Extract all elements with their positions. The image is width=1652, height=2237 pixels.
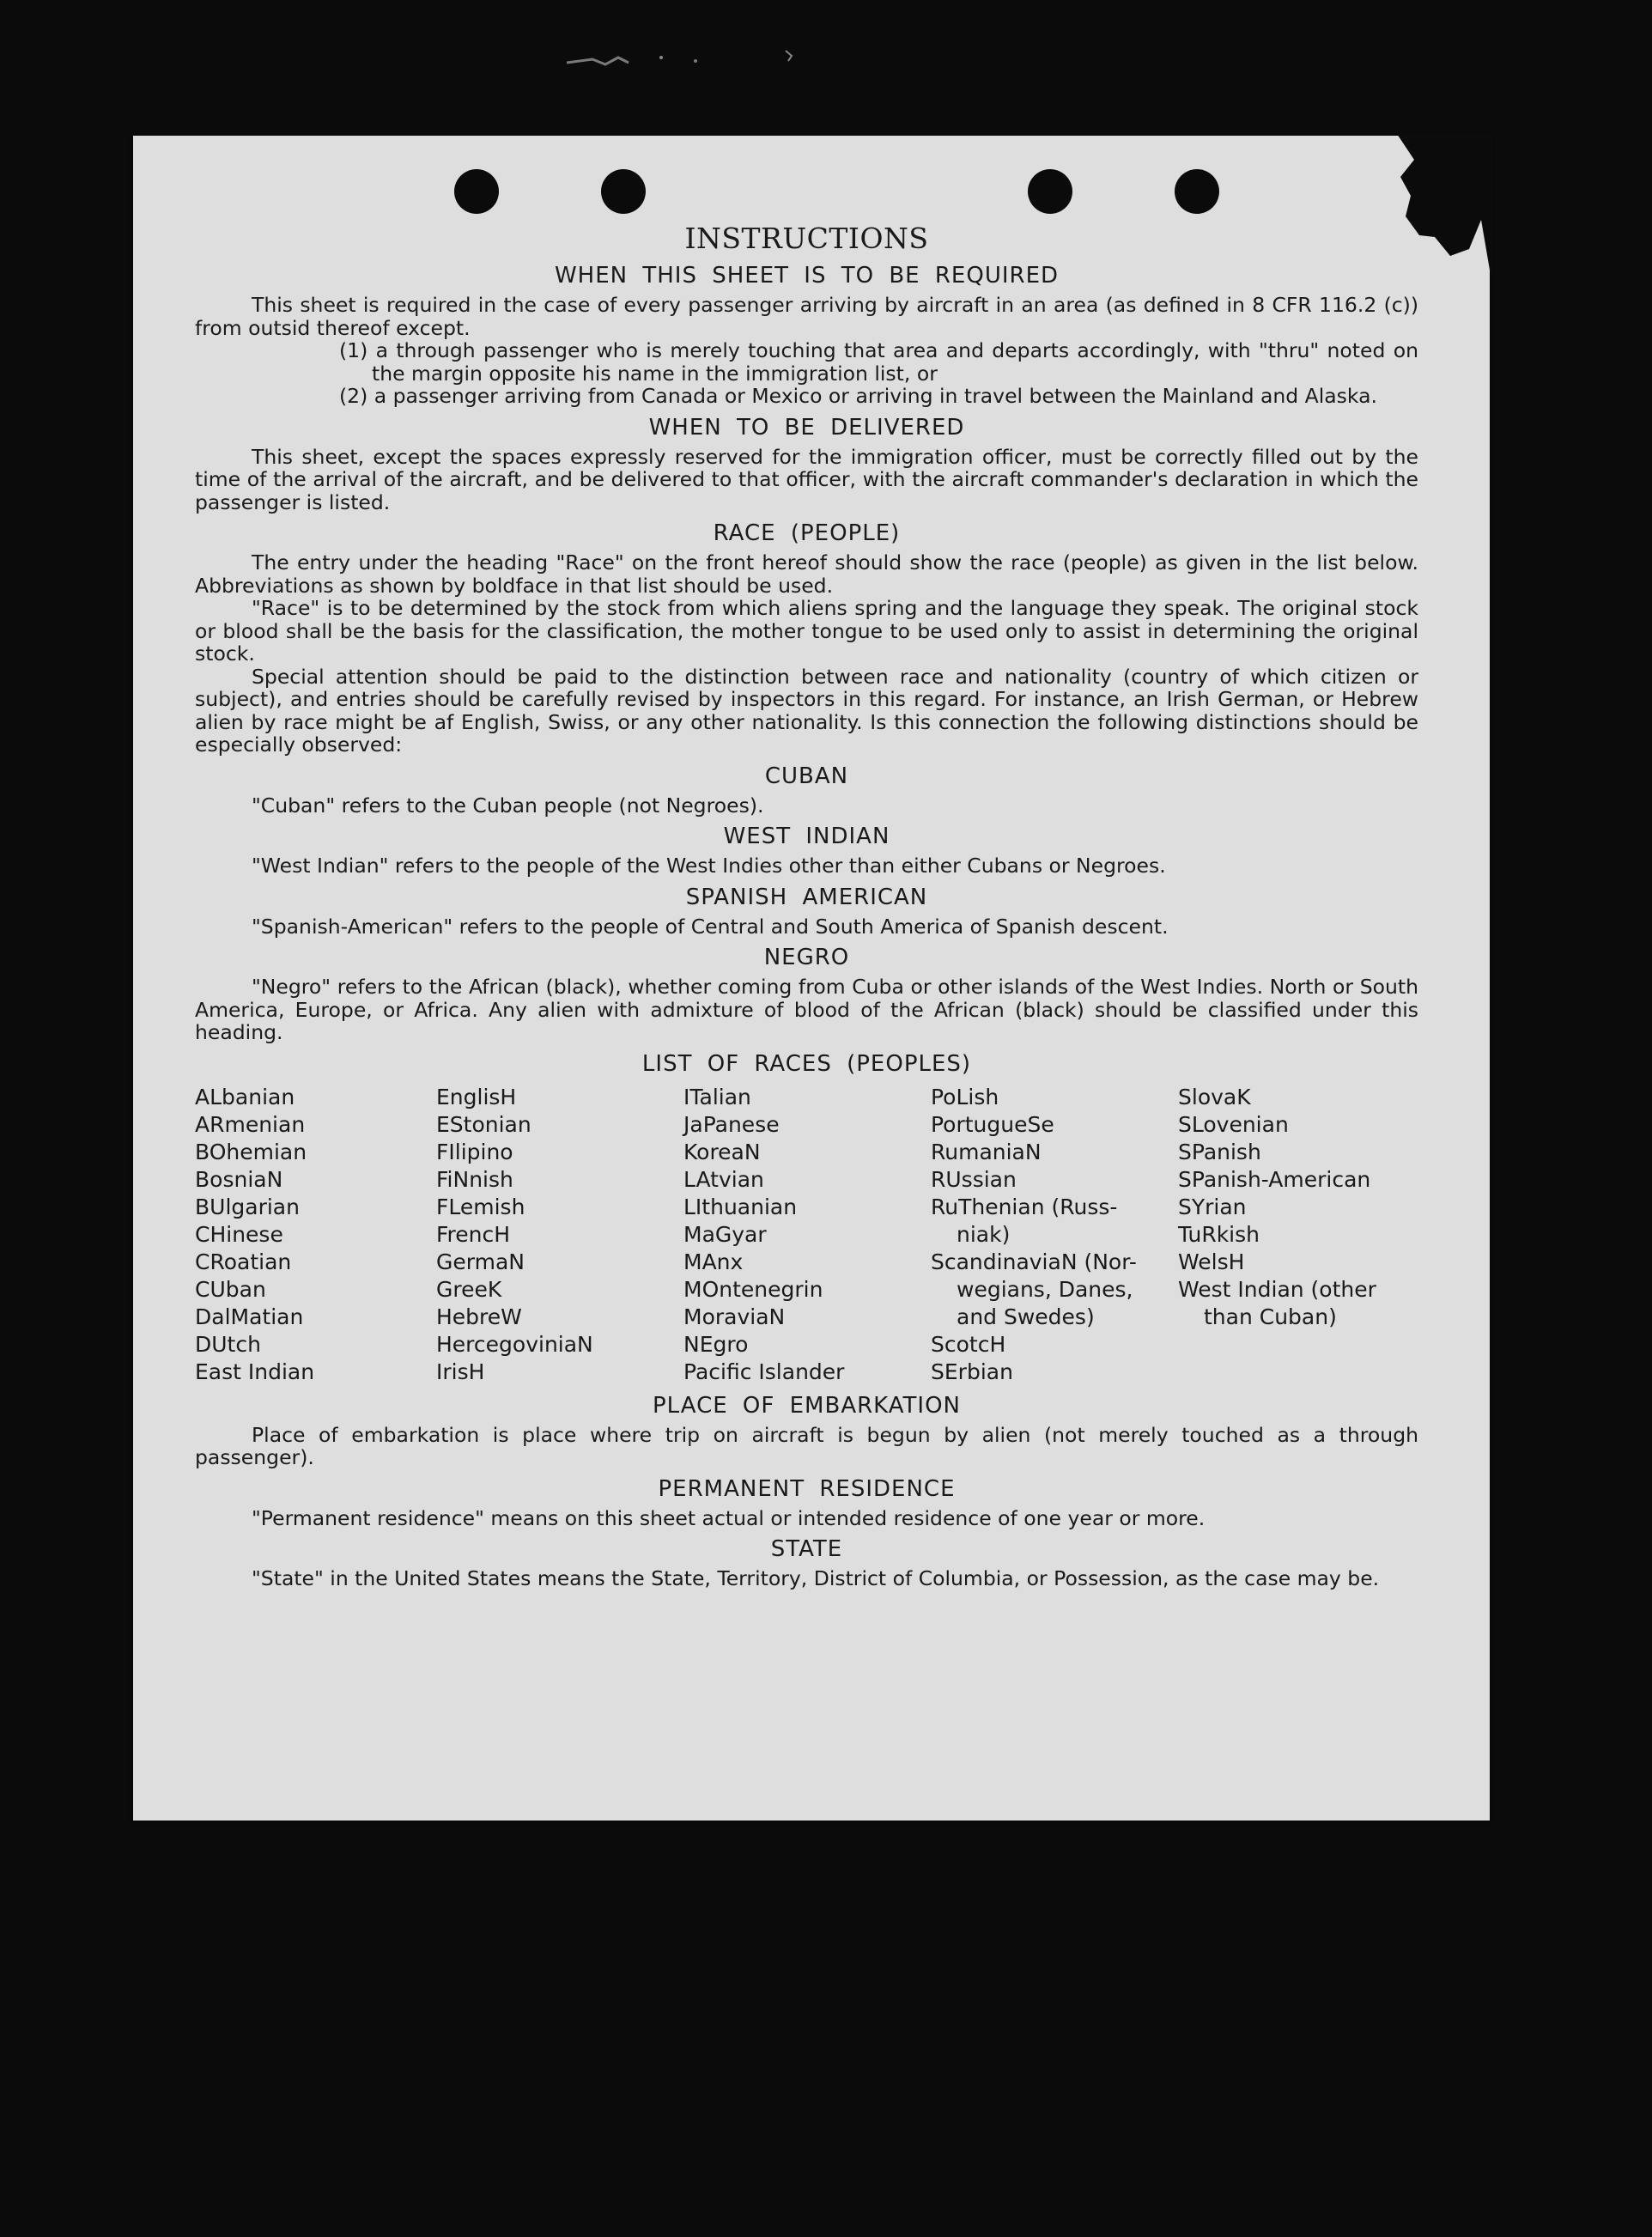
race-column — [1178, 1084, 1418, 1386]
paragraph: "Race" is to be determined by the stock from which aliens spring and the language they speak. The original stock or blood shall be the basis for the classification, the mother tongue to be used only to assist in determining the original stock. — [195, 596, 1418, 666]
race-entry: LAtvian — [683, 1166, 764, 1192]
race-entry: and Swedes) — [957, 1304, 1095, 1329]
race-entry: NEgro — [683, 1331, 749, 1357]
section-heading-spanish-american: SPANISH AMERICAN — [685, 884, 928, 910]
race-column — [683, 1084, 931, 1386]
section-heading-negro: NEGRO — [763, 945, 850, 970]
paragraph: This sheet, except the spaces expressly reserved for the immigration officer, must be correctly filled out by the time of the arrival of the aircraft, and be delivered to that officer, with the aircraft commander's declaration in which the passenger is listed. — [195, 444, 1418, 514]
race-entry: HebreW — [436, 1304, 522, 1329]
paragraph: "State" in the United States means the State, Territory, District of Columbia, or Possession, as the case may be. — [252, 1566, 1380, 1590]
document-title: INSTRUCTIONS — [684, 222, 929, 255]
race-entry: CHinese — [195, 1221, 283, 1247]
race-entry: CRoatian — [195, 1249, 292, 1274]
race-entry: Pacific Islander — [683, 1359, 845, 1384]
race-entry: SErbian — [931, 1359, 1013, 1384]
race-entry: SPanish — [1178, 1139, 1261, 1164]
race-entry: EnglisH — [436, 1084, 517, 1109]
sections-before-list — [195, 263, 1418, 1044]
paragraph: The entry under the heading "Race" on the front hereof should show the race (people) as given in the list below. Abbreviations as shown by boldface in that list should be used. — [195, 550, 1418, 598]
race-entry: FiNnish — [436, 1166, 513, 1192]
punch-hole — [454, 169, 499, 214]
race-entry: RuThenian (Russ- — [931, 1194, 1118, 1219]
race-entry: CUban — [195, 1276, 266, 1302]
race-entry: FrencH — [436, 1221, 511, 1247]
race-column — [436, 1084, 683, 1386]
race-entry: DalMatian — [195, 1304, 304, 1329]
exception-item: (1) a through passenger who is merely touching that area and departs accordingly, with "thru" noted on the margin opposite his name in the immigration list, or — [339, 338, 1418, 386]
race-entry: ALbanian — [195, 1084, 295, 1109]
section-heading-west-indian: WEST INDIAN — [723, 824, 890, 849]
race-entry: ScotcH — [931, 1331, 1006, 1357]
race-entry: BUlgarian — [195, 1194, 300, 1219]
scan-artifact — [567, 47, 807, 73]
paragraph: "Permanent residence" means on this sheet actual or intended residence of one year or more. — [252, 1505, 1206, 1530]
race-column — [195, 1084, 436, 1386]
race-entry: BOhemian — [195, 1139, 307, 1164]
instruction-sheet — [133, 136, 1490, 1821]
race-entry: MOntenegrin — [683, 1276, 823, 1302]
race-entry: PoLish — [931, 1084, 999, 1109]
race-entry: SYrian — [1178, 1194, 1247, 1219]
punch-hole — [1175, 169, 1219, 214]
paragraph: Place of embarkation is place where trip on aircraft is begun by alien (not merely touched as a through passenger). — [195, 1422, 1418, 1469]
race-entry: MAnx — [683, 1249, 744, 1274]
section-heading-race-people: RACE (PEOPLE) — [713, 520, 901, 546]
race-entry: GreeK — [436, 1276, 502, 1302]
section-heading-place-of-embarkation: PLACE OF EMBARKATION — [653, 1392, 961, 1419]
punch-hole — [601, 169, 646, 214]
section-heading-cuban: CUBAN — [764, 763, 849, 789]
race-entry: RUssian — [931, 1166, 1017, 1192]
paragraph: "Negro" refers to the African (black), whether coming from Cuba or other islands of the West Indies. North or South America, Europe, or Africa. Any alien with admixture of blood of the African (black) should be classified under this heading. — [195, 975, 1418, 1044]
race-list — [195, 1084, 1418, 1386]
race-entry: SPanish-American — [1178, 1166, 1371, 1192]
race-entry: FIlipino — [436, 1139, 513, 1164]
race-entry: LIthuanian — [683, 1194, 798, 1219]
race-entry: ARmenian — [195, 1111, 306, 1137]
race-entry: GermaN — [436, 1249, 525, 1274]
section-heading-when-to-be-delivered: WHEN TO BE DELIVERED — [648, 414, 965, 441]
paragraph: This sheet is required in the case of every passenger arriving by aircraft in an area (as defined in 8 CFR 116.2 (c)) from outsid thereof except. — [195, 293, 1418, 340]
race-entry: JaPanese — [683, 1111, 780, 1137]
section-heading-permanent-residence: PERMANENT RESIDENCE — [658, 1475, 956, 1502]
race-entry: TuRkish — [1178, 1221, 1260, 1247]
paragraph: "Spanish-American" refers to the people of Central and South America of Spanish descent. — [252, 914, 1169, 939]
document-body — [195, 222, 1418, 1590]
paragraph: Special attention should be paid to the distinction between race and nationality (country of which citizen or subject), and entries should be carefully revised by inspectors in this regard. For instance, an Irish German, or Hebrew alien by race might be af English, Swiss, or any other nationality. Is this connection the following distinctions should be especially observed: — [195, 664, 1418, 757]
race-entry: MaGyar — [683, 1221, 767, 1247]
race-entry: SlovaK — [1178, 1084, 1251, 1109]
paragraph: "Cuban" refers to the Cuban people (not Negroes). — [252, 793, 764, 818]
punch-hole — [1028, 169, 1072, 214]
race-entry: WelsH — [1178, 1249, 1245, 1274]
race-entry: BosniaN — [195, 1166, 283, 1192]
section-heading-state: STATE — [770, 1536, 843, 1562]
race-entry: West Indian (other — [1178, 1276, 1376, 1302]
race-entry: East Indian — [195, 1359, 315, 1384]
exception-item: (2) a passenger arriving from Canada or Mexico or arriving in travel between the Mainland and Alaska. — [339, 384, 1377, 408]
race-entry: ITalian — [683, 1084, 751, 1109]
race-entry: niak) — [957, 1221, 1011, 1247]
paragraph: "West Indian" refers to the people of the West Indies other than either Cubans or Negroes. — [252, 854, 1166, 878]
race-entry: EStonian — [436, 1111, 531, 1137]
race-entry: SLovenian — [1178, 1111, 1289, 1137]
race-entry: FLemish — [436, 1194, 525, 1219]
race-entry: DUtch — [195, 1331, 261, 1357]
races-heading: LIST OF RACES (PEOPLES) — [641, 1050, 972, 1077]
section-heading-when-this-sheet-is-to-be-required: WHEN THIS SHEET IS TO BE REQUIRED — [554, 263, 1060, 289]
race-entry: KoreaN — [683, 1139, 761, 1164]
race-entry: wegians, Danes, — [957, 1276, 1133, 1302]
sections-after-list — [195, 1393, 1418, 1590]
race-entry: IrisH — [436, 1359, 485, 1384]
race-column — [931, 1084, 1178, 1386]
race-entry: than Cuban) — [1204, 1304, 1337, 1329]
race-entry: ScandinaviaN (Nor- — [931, 1249, 1137, 1274]
race-entry: PortugueSe — [931, 1111, 1054, 1137]
race-entry: MoraviaN — [683, 1304, 786, 1329]
race-entry: RumaniaN — [931, 1139, 1042, 1164]
race-entry: HercegoviniaN — [436, 1331, 593, 1357]
